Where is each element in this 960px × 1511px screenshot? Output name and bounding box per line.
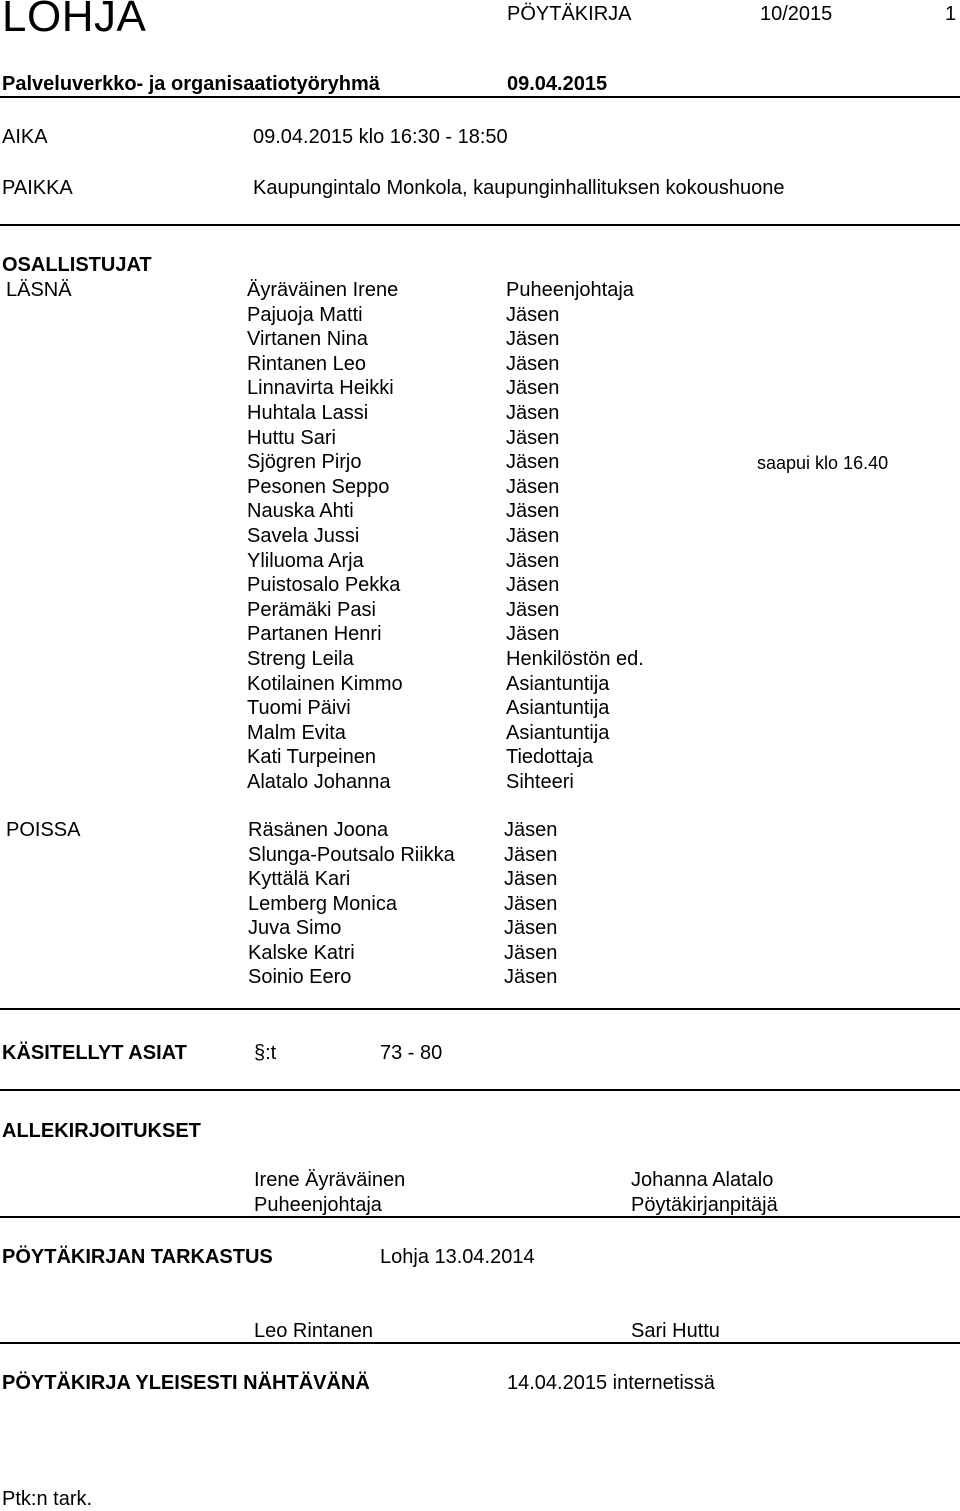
logo-lohja: LOHJA <box>2 0 147 41</box>
meeting-date: 09.04.2015 <box>507 73 608 95</box>
matters-section-sign: §:t <box>254 1042 277 1064</box>
present-name: Kati Turpeinen <box>247 746 376 769</box>
participants-rule <box>0 1008 960 1010</box>
signatures-label: ALLEKIRJOITUKSET <box>2 1120 201 1142</box>
chair-name: Irene Äyräväinen <box>254 1169 406 1191</box>
present-name: Nauska Ahti <box>247 500 354 523</box>
present-name: Sjögren Pirjo <box>247 451 362 474</box>
place-rule <box>0 224 960 226</box>
review-rule <box>0 1342 960 1344</box>
present-name: Streng Leila <box>247 648 354 670</box>
present-role: Jäsen <box>506 451 560 474</box>
present-role: Puheenjohtaja <box>506 279 634 301</box>
present-name: Tuomi Päivi <box>247 697 351 720</box>
place-label: PAIKKA <box>2 177 73 199</box>
present-name: Äyräväinen Irene <box>247 279 399 301</box>
present-role: Jäsen <box>506 402 560 424</box>
matters-range: 73 - 80 <box>380 1042 443 1064</box>
matters-rule <box>0 1089 960 1091</box>
present-role: Jäsen <box>506 598 560 621</box>
present-name: Yliluoma Arja <box>247 549 364 572</box>
present-role: Tiedottaja <box>506 746 594 769</box>
review-place-date: Lohja 13.04.2014 <box>380 1246 535 1268</box>
present-role: Jäsen <box>506 303 560 326</box>
absent-name: Juva Simo <box>248 917 342 939</box>
absent-label: POISSA <box>6 819 81 841</box>
present-role: Jäsen <box>506 574 560 597</box>
time-value: 09.04.2015 klo 16:30 - 18:50 <box>253 126 508 148</box>
present-role: Sihteeri <box>506 771 574 793</box>
signatures-rule <box>0 1216 960 1218</box>
reviewer-1: Leo Rintanen <box>254 1320 373 1342</box>
present-role: Jäsen <box>506 500 560 523</box>
absent-name: Räsänen Joona <box>248 819 389 841</box>
present-name: Alatalo Johanna <box>247 771 391 793</box>
present-role: Jäsen <box>506 426 560 449</box>
present-name: Virtanen Nina <box>247 328 368 351</box>
footer-note: Ptk:n tark. <box>2 1488 93 1510</box>
absent-role: Jäsen <box>504 966 558 988</box>
present-name: Perämäki Pasi <box>247 598 376 621</box>
present-name: Puistosalo Pekka <box>247 574 401 597</box>
absent-role: Jäsen <box>504 819 558 841</box>
present-role: Asiantuntija <box>506 672 610 695</box>
absent-name: Kalske Katri <box>248 941 355 964</box>
present-name: Malm Evita <box>247 721 346 744</box>
time-label: AIKA <box>2 126 48 148</box>
absent-role: Jäsen <box>504 941 558 964</box>
present-role: Jäsen <box>506 623 560 646</box>
document-number: 10/2015 <box>760 3 833 25</box>
absent-role: Jäsen <box>504 868 558 890</box>
absent-name: Kyttälä Kari <box>248 868 351 890</box>
participants-heading: OSALLISTUJAT <box>2 254 152 276</box>
review-label: PÖYTÄKIRJAN TARKASTUS <box>2 1246 273 1268</box>
present-name: Savela Jussi <box>247 525 360 547</box>
secretary-name: Johanna Alatalo <box>631 1169 774 1191</box>
chair-title: Puheenjohtaja <box>254 1194 382 1216</box>
present-name: Pajuoja Matti <box>247 303 363 326</box>
absent-name: Soinio Eero <box>248 966 352 988</box>
secretary-title: Pöytäkirjanpitäjä <box>631 1194 778 1216</box>
body-name: Palveluverkko- ja organisaatiotyöryhmä <box>2 73 380 95</box>
absent-name: Lemberg Monica <box>248 892 397 915</box>
page-number: 1 <box>945 3 957 25</box>
matters-label: KÄSITELLYT ASIAT <box>2 1042 187 1064</box>
place-value: Kaupungintalo Monkola, kaupunginhallituksen kokoushuone <box>253 177 785 199</box>
present-name: Rintanen Leo <box>247 352 366 375</box>
present-name: Pesonen Seppo <box>247 475 390 498</box>
present-role: Asiantuntija <box>506 697 610 720</box>
present-label: LÄSNÄ <box>6 279 72 301</box>
document-type: PÖYTÄKIRJA <box>507 3 632 25</box>
present-role: Jäsen <box>506 377 560 400</box>
present-role: Henkilöstön ed. <box>506 648 644 670</box>
reviewer-2: Sari Huttu <box>631 1320 720 1342</box>
present-name: Linnavirta Heikki <box>247 377 394 400</box>
absent-role: Jäsen <box>504 892 558 915</box>
absent-name: Slunga-Poutsalo Riikka <box>248 843 455 866</box>
present-role: Jäsen <box>506 525 560 547</box>
absent-role: Jäsen <box>504 917 558 939</box>
present-name: Huttu Sari <box>247 426 336 449</box>
absent-role: Jäsen <box>504 843 558 866</box>
present-role: Jäsen <box>506 549 560 572</box>
public-value: 14.04.2015 internetissä <box>507 1372 715 1394</box>
header-rule <box>0 96 960 98</box>
public-label: PÖYTÄKIRJA YLEISESTI NÄHTÄVÄNÄ <box>2 1372 370 1394</box>
present-name: Kotilainen Kimmo <box>247 672 403 695</box>
present-role: Jäsen <box>506 328 560 351</box>
present-role: Asiantuntija <box>506 721 610 744</box>
present-role: Jäsen <box>506 475 560 498</box>
present-name: Huhtala Lassi <box>247 402 369 424</box>
present-note: saapui klo 16.40 <box>757 453 889 474</box>
present-role: Jäsen <box>506 352 560 375</box>
present-name: Partanen Henri <box>247 623 382 646</box>
